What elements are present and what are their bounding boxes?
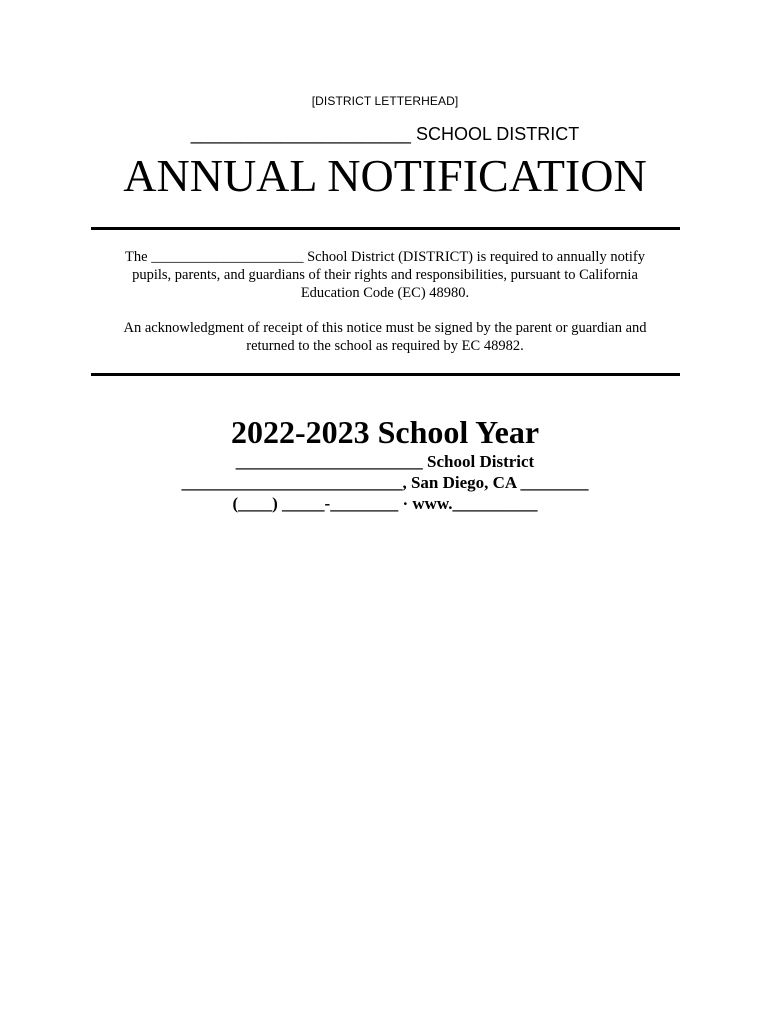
page-title: ANNUAL NOTIFICATION (123, 150, 647, 201)
district-letterhead: [DISTRICT LETTERHEAD] (311, 94, 459, 108)
district-contact-block (0, 451, 770, 514)
district-phone-web-line: (____) _____-________ · www.__________ (232, 494, 538, 513)
notice-text (105, 248, 665, 372)
school-district-line: ______________________ SCHOOL DISTRICT (190, 124, 580, 144)
district-name-line: ______________________ School District (235, 452, 535, 471)
notice-paragraph-acknowledgment: An acknowledgment of receipt of this notice must be signed by the parent or guardian and returned to the school as required by EC 48982. (123, 320, 647, 354)
school-year-title: 2022-2023 School Year (230, 414, 540, 450)
bottom-divider (91, 373, 680, 376)
district-address-line: __________________________, San Diego, CA ________ (181, 473, 589, 492)
notice-paragraph-requirement: The _____________________ School District (DISTRICT) is required to annually notify pupils, parents, and guardians of their rights and responsibilities, pursuant to California Education Code (EC) 48980. (125, 249, 645, 301)
top-divider (91, 227, 680, 230)
